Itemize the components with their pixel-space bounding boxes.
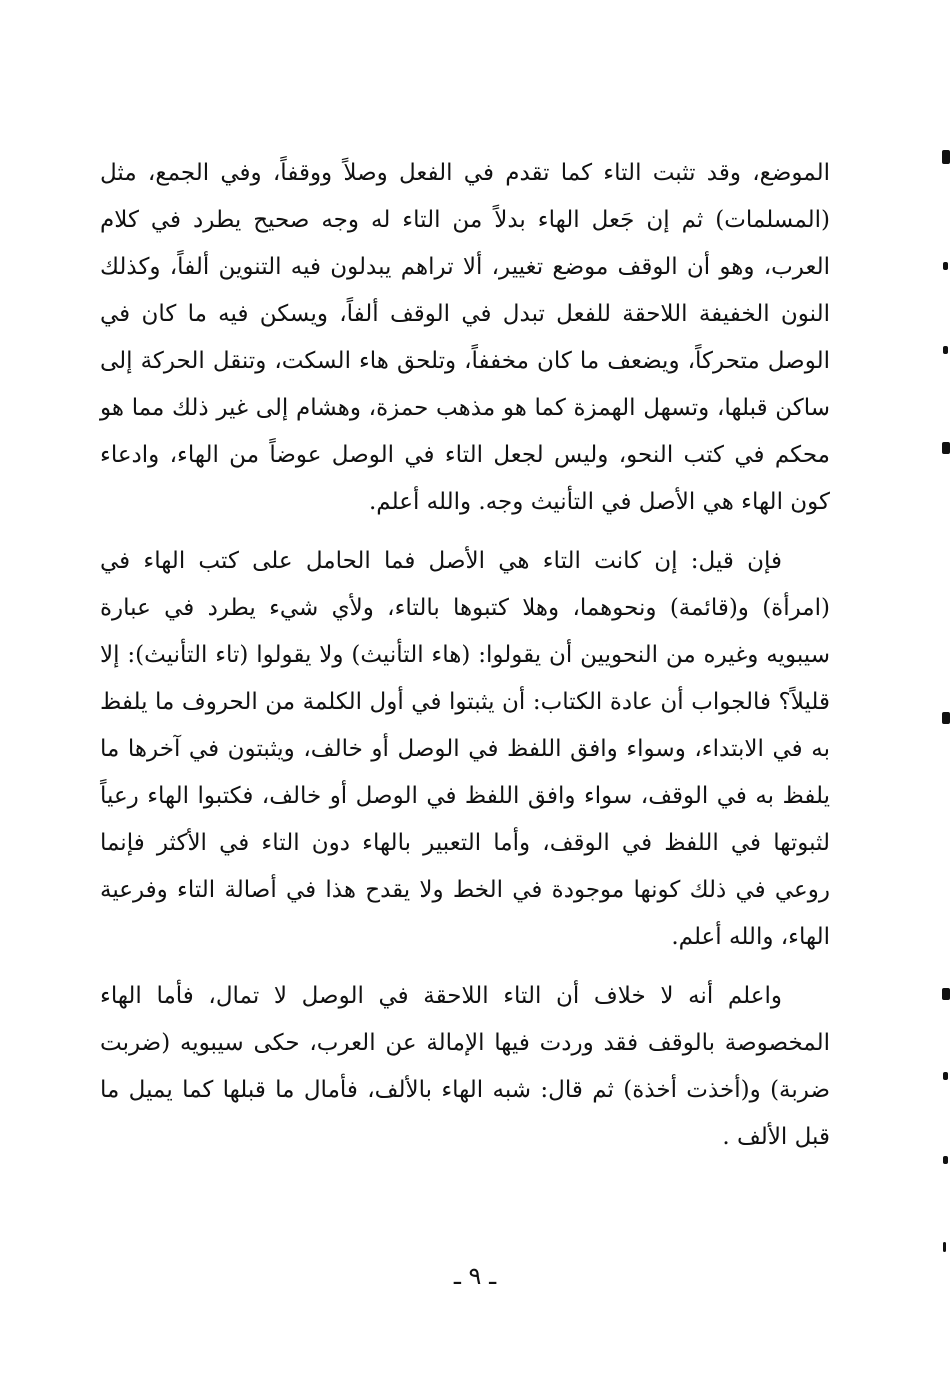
paragraph-2: فإن قيل: إن كانت التاء هي الأصل فما الحامل على كتب الهاء في (امرأة) و(قائمة) ونحوهما، وهلا كتبوها بالتاء، ولأي شيء يطرد في عبارة سيبويه وغيره من النحويين أن يقولوا: (هاء التأنيث) ولا يقولوا (تاء التأنيث): إلا قليلاً؟ فالجواب أن عادة الكتاب: أن يثبتوا في أول الكلمة من الحروف ما يلفظ به في الابتداء، وسواء وافق اللفظ في الوصل أو خالف، ويثبتون في آخرها ما يلفظ به في الوقف، سواء وافق اللفظ في الوصل أو خالف، فكتبوا الهاء رعياً لثبوتها في اللفظ في الوقف، وأما التعبير بالهاء دون التاء في الأكثر فإنما روعي في ذلك كونها موجودة في الخط ولا يقدح هذا في أصالة التاء وفرعية الهاء، والله أعلم.: [100, 548, 830, 950]
scan-edge-mark: [943, 346, 948, 354]
document-body: [100, 150, 830, 1161]
scan-edge-mark: [943, 1242, 946, 1252]
scan-edge-mark: [942, 150, 950, 164]
scan-edge-mark: [943, 1156, 948, 1164]
paragraph-1: الموضع، وقد تثبت التاء كما تقدم في الفعل وصلاً ووقفاً، وفي الجمع، مثل (المسلمات) ثم إن جَعل الهاء بدلاً من التاء له وجه صحيح يطرد في كلام العرب، وهو أن الوقف موضع تغيير، ألا تراهم يبدلون فيه التنوين ألفاً، وكذلك النون الخفيفة اللاحقة للفعل تبدل في الوقف ألفاً، ويسكن فيه ما كان في الوصل متحركاً، ويضعف ما كان مخففاً، وتلحق هاء السكت، وتنقل الحركة إلى ساكن قبلها، وتسهل الهمزة كما هو مذهب حمزة، وهشام إلى غير ذلك مما هو محكم في كتب النحو، وليس لجعل التاء في الوصل عوضاً من الهاء، وادعاء كون الهاء هي الأصل في التأنيث وجه. والله أعلم.: [100, 160, 830, 515]
page-number: ـ ٩ ـ: [453, 1262, 497, 1290]
scan-edge-mark: [942, 988, 950, 1000]
scan-edge-mark: [943, 262, 948, 270]
scan-edge-mark: [943, 1072, 948, 1080]
scan-edge-mark: [942, 442, 950, 454]
scan-edge-mark: [942, 712, 950, 724]
paragraph-3: واعلم أنه لا خلاف أن التاء اللاحقة في الوصل لا تمال، فأما الهاء المخصوصة بالوقف فقد وردت فيها الإمالة عن العرب، حكى سيبويه (ضربت ضربة) و(أخذت أخذة) ثم قال: شبه الهاء بالألف، فأمال ما قبلها كما يميل ما قبل الألف .: [100, 983, 830, 1150]
